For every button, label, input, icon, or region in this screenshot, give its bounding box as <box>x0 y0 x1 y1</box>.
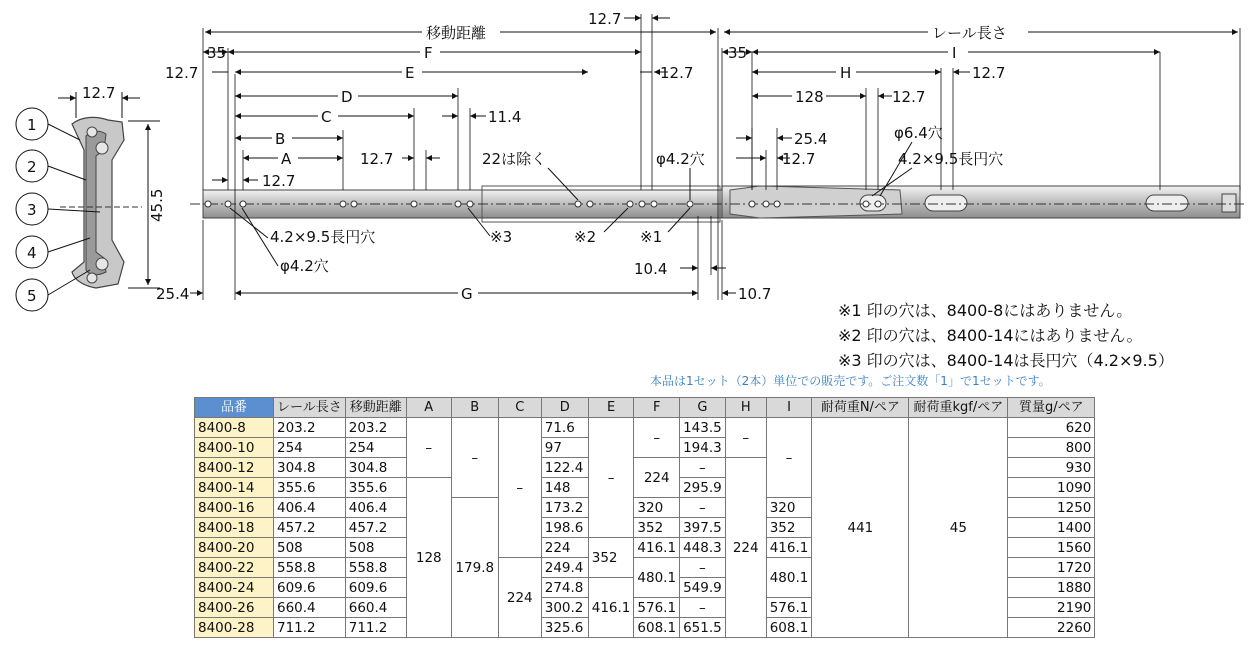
header-travel: 移動距離 <box>345 398 406 418</box>
dim-E-12-7: 12.7 <box>660 64 694 82</box>
cell-mass: 620 <box>1008 418 1095 438</box>
dim-bottom-25-4: 25.4 <box>156 285 190 303</box>
cell-G: – <box>680 498 726 518</box>
cell-G: 397.5 <box>680 518 726 538</box>
callout-2: 2 <box>27 158 37 176</box>
note-2: ※2 印の穴は、8400-14にはありません。 <box>838 326 1143 345</box>
cell-H: – <box>725 418 766 458</box>
cell-rail-length: 508 <box>274 538 346 558</box>
cell-part-no: 8400-8 <box>195 418 274 438</box>
sales-unit-info: 本品は1セット（2本）単位での販売です。ご注文数「1」で1セットです。 <box>650 374 1051 388</box>
cell-rail-length: 457.2 <box>274 518 346 538</box>
label-excl-22: 22は除く <box>482 150 547 168</box>
cell-D: 71.6 <box>541 418 588 438</box>
header-load-n: 耐荷重N/ペア <box>812 398 909 418</box>
cell-G: – <box>680 458 726 478</box>
dim-H: H <box>840 64 852 82</box>
header-rail-length: レール長さ <box>274 398 346 418</box>
dim-11-4: 11.4 <box>488 108 522 126</box>
cell-I: 608.1 <box>766 618 812 638</box>
table-header-row <box>195 398 1095 418</box>
cell-mass: 1400 <box>1008 518 1095 538</box>
cell-G: – <box>680 558 726 578</box>
cell-E: 352 <box>588 538 634 578</box>
cell-G: 295.9 <box>680 478 726 498</box>
cell-part-no: 8400-26 <box>195 598 274 618</box>
cell-rail-length: 203.2 <box>274 418 346 438</box>
label-hole-4-2-bottom: φ4.2穴 <box>280 257 329 275</box>
cell-part-no: 8400-20 <box>195 538 274 558</box>
dim-C: C <box>321 108 332 126</box>
cell-part-no: 8400-16 <box>195 498 274 518</box>
header-part-no: 品番 <box>195 398 274 418</box>
cell-travel: 508 <box>345 538 406 558</box>
cell-I: 576.1 <box>766 598 812 618</box>
mark-2-label: ※2 <box>574 228 597 246</box>
cell-part-no: 8400-12 <box>195 458 274 478</box>
cell-I: 416.1 <box>766 538 812 558</box>
cell-mass: 2260 <box>1008 618 1095 638</box>
cell-I: – <box>766 418 812 498</box>
cross-section <box>60 117 142 288</box>
label-hole-4-2-top: φ4.2穴 <box>656 150 705 168</box>
cell-travel: 304.8 <box>345 458 406 478</box>
cell-travel: 203.2 <box>345 418 406 438</box>
cell-G: 194.3 <box>680 438 726 458</box>
cell-load-kgf: 45 <box>909 418 1008 638</box>
header-C: C <box>498 398 541 418</box>
header-G: G <box>680 398 726 418</box>
cell-travel: 457.2 <box>345 518 406 538</box>
cell-part-no: 8400-10 <box>195 438 274 458</box>
header-load-kgf: 耐荷重kgf/ペア <box>909 398 1008 418</box>
dim-H-12-7: 12.7 <box>972 64 1006 82</box>
cell-mass: 1880 <box>1008 578 1095 598</box>
dim-12-7-right: 12.7 <box>782 150 816 168</box>
cell-G: 651.5 <box>680 618 726 638</box>
spec-table <box>194 397 1095 638</box>
cell-F: 608.1 <box>634 618 680 638</box>
header-D: D <box>541 398 588 418</box>
cell-travel: 558.8 <box>345 558 406 578</box>
mark-1-label: ※1 <box>640 228 663 246</box>
cell-travel: 660.4 <box>345 598 406 618</box>
cell-D: 122.4 <box>541 458 588 478</box>
dim-top-12-7: 12.7 <box>588 10 622 28</box>
header-B: B <box>451 398 498 418</box>
dim-rail-length-label: レール長さ <box>932 24 1007 42</box>
callout-1: 1 <box>27 116 37 134</box>
cell-part-no: 8400-22 <box>195 558 274 578</box>
cell-H: 224 <box>725 458 766 638</box>
dim-G: G <box>461 285 473 303</box>
cell-F: 224 <box>634 458 680 498</box>
cell-F: 480.1 <box>634 558 680 598</box>
cell-mass: 1090 <box>1008 478 1095 498</box>
cell-D: 198.6 <box>541 518 588 538</box>
dim-128: 128 <box>795 88 824 106</box>
cell-I: 480.1 <box>766 558 812 598</box>
cell-G: – <box>680 598 726 618</box>
cell-mass: 800 <box>1008 438 1095 458</box>
dim-B: B <box>275 130 286 148</box>
cell-rail-length: 254 <box>274 438 346 458</box>
callout-5: 5 <box>27 287 37 305</box>
header-I: I <box>766 398 812 418</box>
dim-E: E <box>405 64 415 82</box>
dim-travel-label: 移動距離 <box>426 24 487 42</box>
cell-rail-length: 304.8 <box>274 458 346 478</box>
cell-part-no: 8400-28 <box>195 618 274 638</box>
cell-load-n: 441 <box>812 418 909 638</box>
header-mass: 質量g/ペア <box>1008 398 1095 418</box>
cell-G: 448.3 <box>680 538 726 558</box>
cell-D: 224 <box>541 538 588 558</box>
cell-G: 549.9 <box>680 578 726 598</box>
cell-F: – <box>634 418 680 458</box>
cell-A: – <box>406 418 451 478</box>
cell-I: 352 <box>766 518 812 538</box>
dim-10-4: 10.4 <box>634 260 668 278</box>
cell-travel: 609.6 <box>345 578 406 598</box>
label-slot-bottom: 4.2×9.5長円穴 <box>270 228 376 246</box>
callout-3: 3 <box>27 201 37 219</box>
cell-D: 173.2 <box>541 498 588 518</box>
dim-25-4-right: 25.4 <box>794 130 828 148</box>
dim-right-35: 35 <box>728 44 748 62</box>
cell-E: – <box>588 418 634 538</box>
dim-left-35: 35 <box>207 44 227 62</box>
dim-F: F <box>424 44 433 62</box>
cell-mass: 1560 <box>1008 538 1095 558</box>
cell-rail-length: 406.4 <box>274 498 346 518</box>
table-row <box>195 418 1095 438</box>
cell-mass: 1720 <box>1008 558 1095 578</box>
note-3: ※3 印の穴は、8400-14は長円穴（4.2×9.5） <box>838 351 1174 370</box>
dim-D: D <box>341 88 353 106</box>
cell-C: 224 <box>498 558 541 638</box>
dim-rail-12-7: 12.7 <box>262 172 296 190</box>
cell-rail-length: 609.6 <box>274 578 346 598</box>
cell-D: 274.8 <box>541 578 588 598</box>
cell-G: 143.5 <box>680 418 726 438</box>
dim-A: A <box>281 150 292 168</box>
cell-mass: 930 <box>1008 458 1095 478</box>
cell-rail-length: 711.2 <box>274 618 346 638</box>
cell-rail-length: 355.6 <box>274 478 346 498</box>
cell-B: 179.8 <box>451 498 498 638</box>
note-1: ※1 印の穴は、8400-8にはありません。 <box>838 301 1133 320</box>
cell-travel: 406.4 <box>345 498 406 518</box>
cell-D: 300.2 <box>541 598 588 618</box>
cell-I: 320 <box>766 498 812 518</box>
dim-10-7: 10.7 <box>738 285 772 303</box>
label-hole-6-4: φ6.4穴 <box>894 124 943 142</box>
cell-part-no: 8400-14 <box>195 478 274 498</box>
dim-A-12-7: 12.7 <box>360 150 394 168</box>
header-E: E <box>588 398 634 418</box>
dim-left-12-7: 12.7 <box>165 64 199 82</box>
dim-128-12-7: 12.7 <box>892 88 926 106</box>
cell-F: 352 <box>634 518 680 538</box>
cell-D: 97 <box>541 438 588 458</box>
cell-D: 249.4 <box>541 558 588 578</box>
header-H: H <box>725 398 766 418</box>
cell-mass: 2190 <box>1008 598 1095 618</box>
cell-travel: 355.6 <box>345 478 406 498</box>
cell-rail-length: 660.4 <box>274 598 346 618</box>
callout-4: 4 <box>27 244 37 262</box>
cell-travel: 254 <box>345 438 406 458</box>
cell-mass: 1250 <box>1008 498 1095 518</box>
cell-travel: 711.2 <box>345 618 406 638</box>
cell-D: 325.6 <box>541 618 588 638</box>
cell-E: 416.1 <box>588 578 634 638</box>
cell-F: 320 <box>634 498 680 518</box>
header-F: F <box>634 398 680 418</box>
cell-part-no: 8400-24 <box>195 578 274 598</box>
cell-B: – <box>451 418 498 498</box>
header-A: A <box>406 398 451 418</box>
cell-A: 128 <box>406 478 451 638</box>
cell-C: – <box>498 418 541 558</box>
dim-section-height: 45.5 <box>148 188 166 222</box>
cell-rail-length: 558.8 <box>274 558 346 578</box>
cell-D: 148 <box>541 478 588 498</box>
cell-F: 576.1 <box>634 598 680 618</box>
dim-I: I <box>952 44 957 62</box>
cell-part-no: 8400-18 <box>195 518 274 538</box>
dim-section-width: 12.7 <box>82 84 116 102</box>
label-slot-top: 4.2×9.5長円穴 <box>898 150 1004 168</box>
mark-3-label: ※3 <box>490 228 513 246</box>
rail-side-view <box>190 186 1245 222</box>
cell-F: 416.1 <box>634 538 680 558</box>
